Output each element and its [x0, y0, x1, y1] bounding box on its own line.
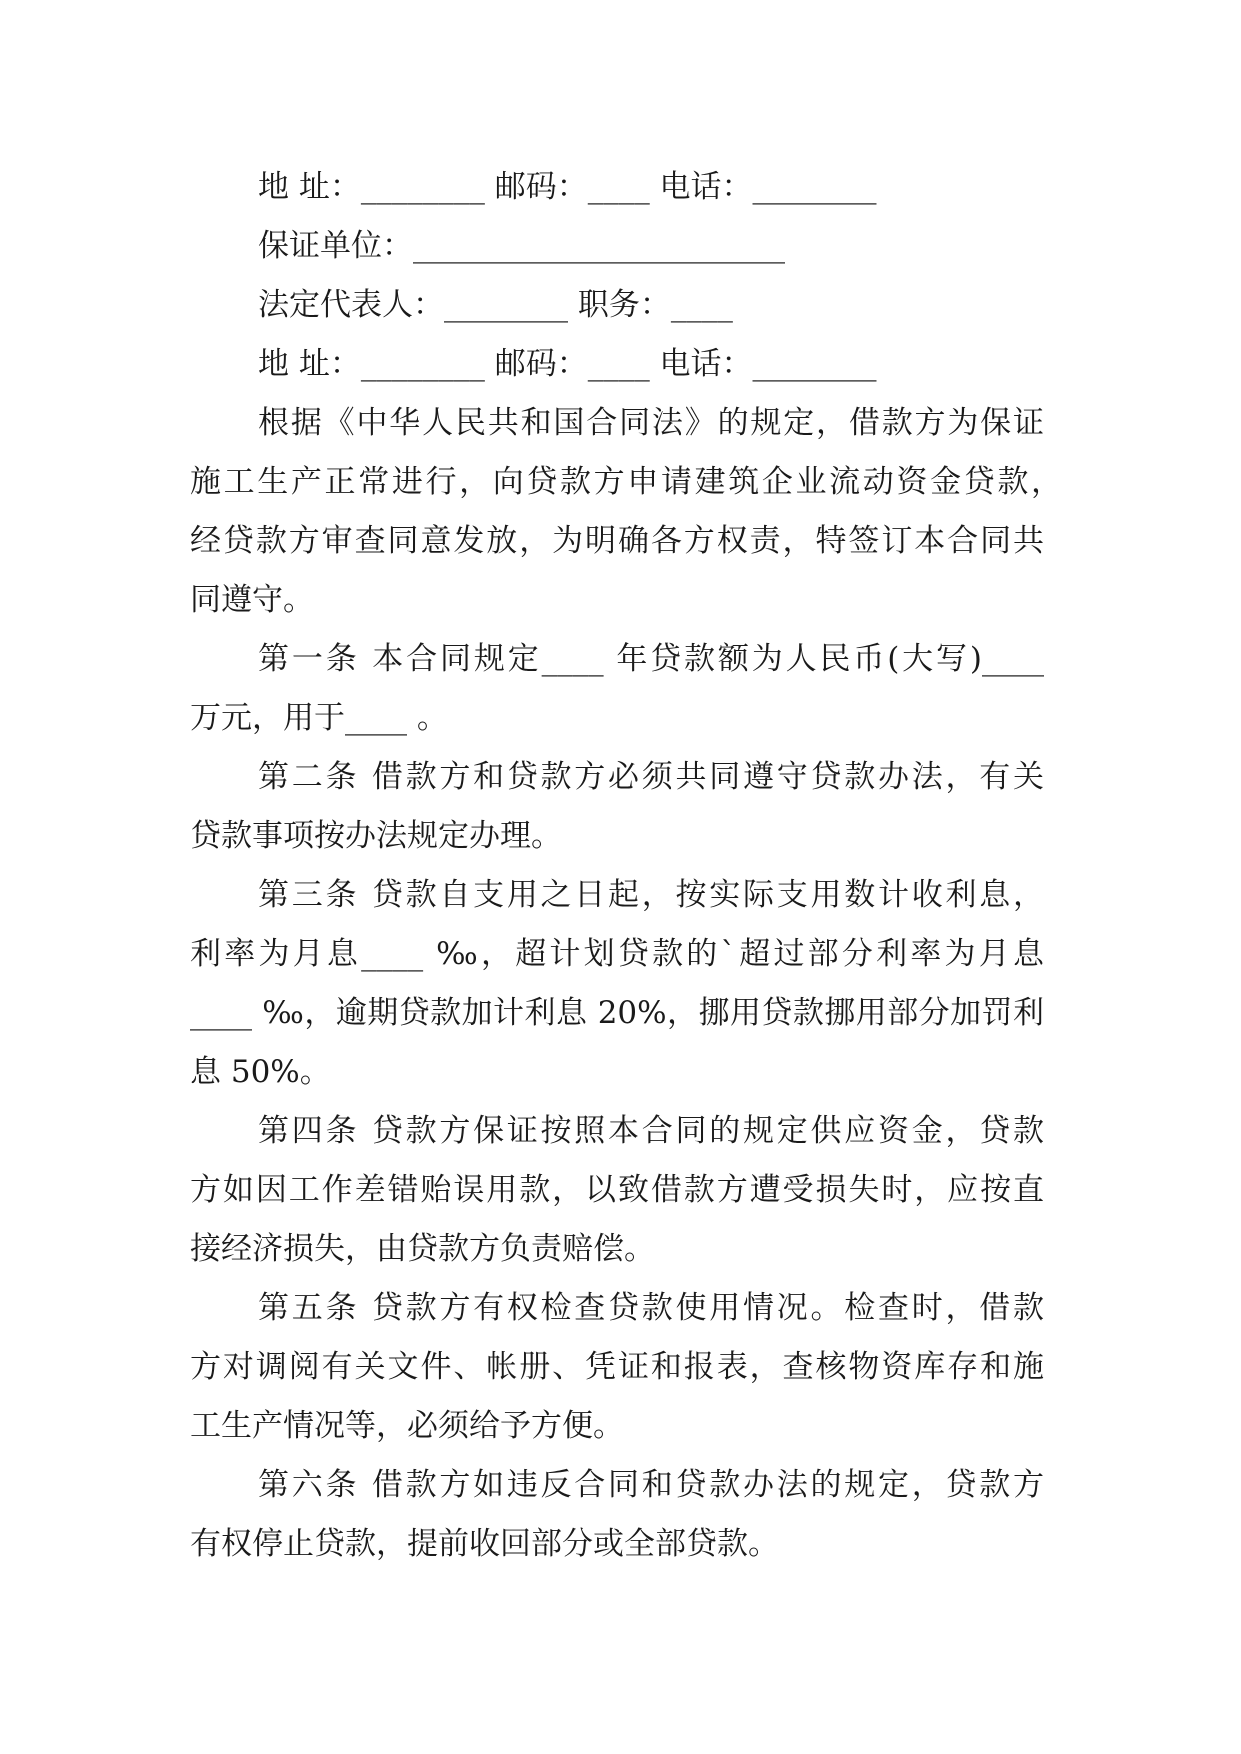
article-2-line: 第二条 借款方和贷款方必须共同遵守贷款办法，有关: [258, 759, 1044, 795]
article-3-line: 第三条 贷款自支用之日起，按实际支用数计收利息，: [258, 877, 1044, 913]
article-4-line: 方如因工作差错贻误用款，以致借款方遭受损失时，应按直: [190, 1172, 1044, 1208]
article-3-line: ____ ‰，逾期贷款加计利息 20%，挪用贷款挪用部分加罚利: [190, 995, 1044, 1031]
article-4-line: 第四条 贷款方保证按照本合同的规定供应资金，贷款: [258, 1113, 1044, 1149]
address-field-row-2: 地 址：________ 邮码：____ 电话：________: [258, 346, 877, 382]
article-3-line: 利率为月息____ ‰，超计划贷款的`超过部分利率为月息: [190, 936, 1044, 972]
article-4-line: 接经济损失，由贷款方负责赔偿。: [190, 1231, 655, 1267]
address-field-row-1: 地 址：________ 邮码：____ 电话：________: [258, 169, 877, 205]
article-6-line: 有权停止贷款，提前收回部分或全部贷款。: [190, 1526, 779, 1562]
preamble-line: 施工生产正常进行，向贷款方申请建筑企业流动资金贷款，: [190, 464, 1062, 500]
article-5-line: 方对调阅有关文件、帐册、凭证和报表，查核物资库存和施: [190, 1349, 1044, 1385]
article-1-line: 第一条 本合同规定____ 年贷款额为人民币(大写)____: [258, 641, 1044, 677]
article-6-line: 第六条 借款方如违反合同和贷款办法的规定，贷款方: [258, 1467, 1044, 1503]
article-3-line: 息 50%。: [190, 1054, 331, 1090]
article-5-line: 第五条 贷款方有权检查贷款使用情况。检查时，借款: [258, 1290, 1044, 1326]
article-5-line: 工生产情况等，必须给予方便。: [190, 1408, 624, 1444]
article-1-line: 万元，用于____ 。: [190, 700, 448, 736]
legal-representative-field: 法定代表人：________ 职务：____: [258, 287, 733, 323]
guarantor-unit-field: 保证单位：________________________: [258, 228, 785, 264]
preamble-line: 根据《中华人民共和国合同法》的规定，借款方为保证: [258, 405, 1044, 441]
preamble-line: 同遵守。: [190, 582, 314, 618]
article-2-line: 贷款事项按办法规定办理。: [190, 818, 562, 854]
preamble-line: 经贷款方审查同意发放，为明确各方权责，特签订本合同共: [190, 523, 1044, 559]
